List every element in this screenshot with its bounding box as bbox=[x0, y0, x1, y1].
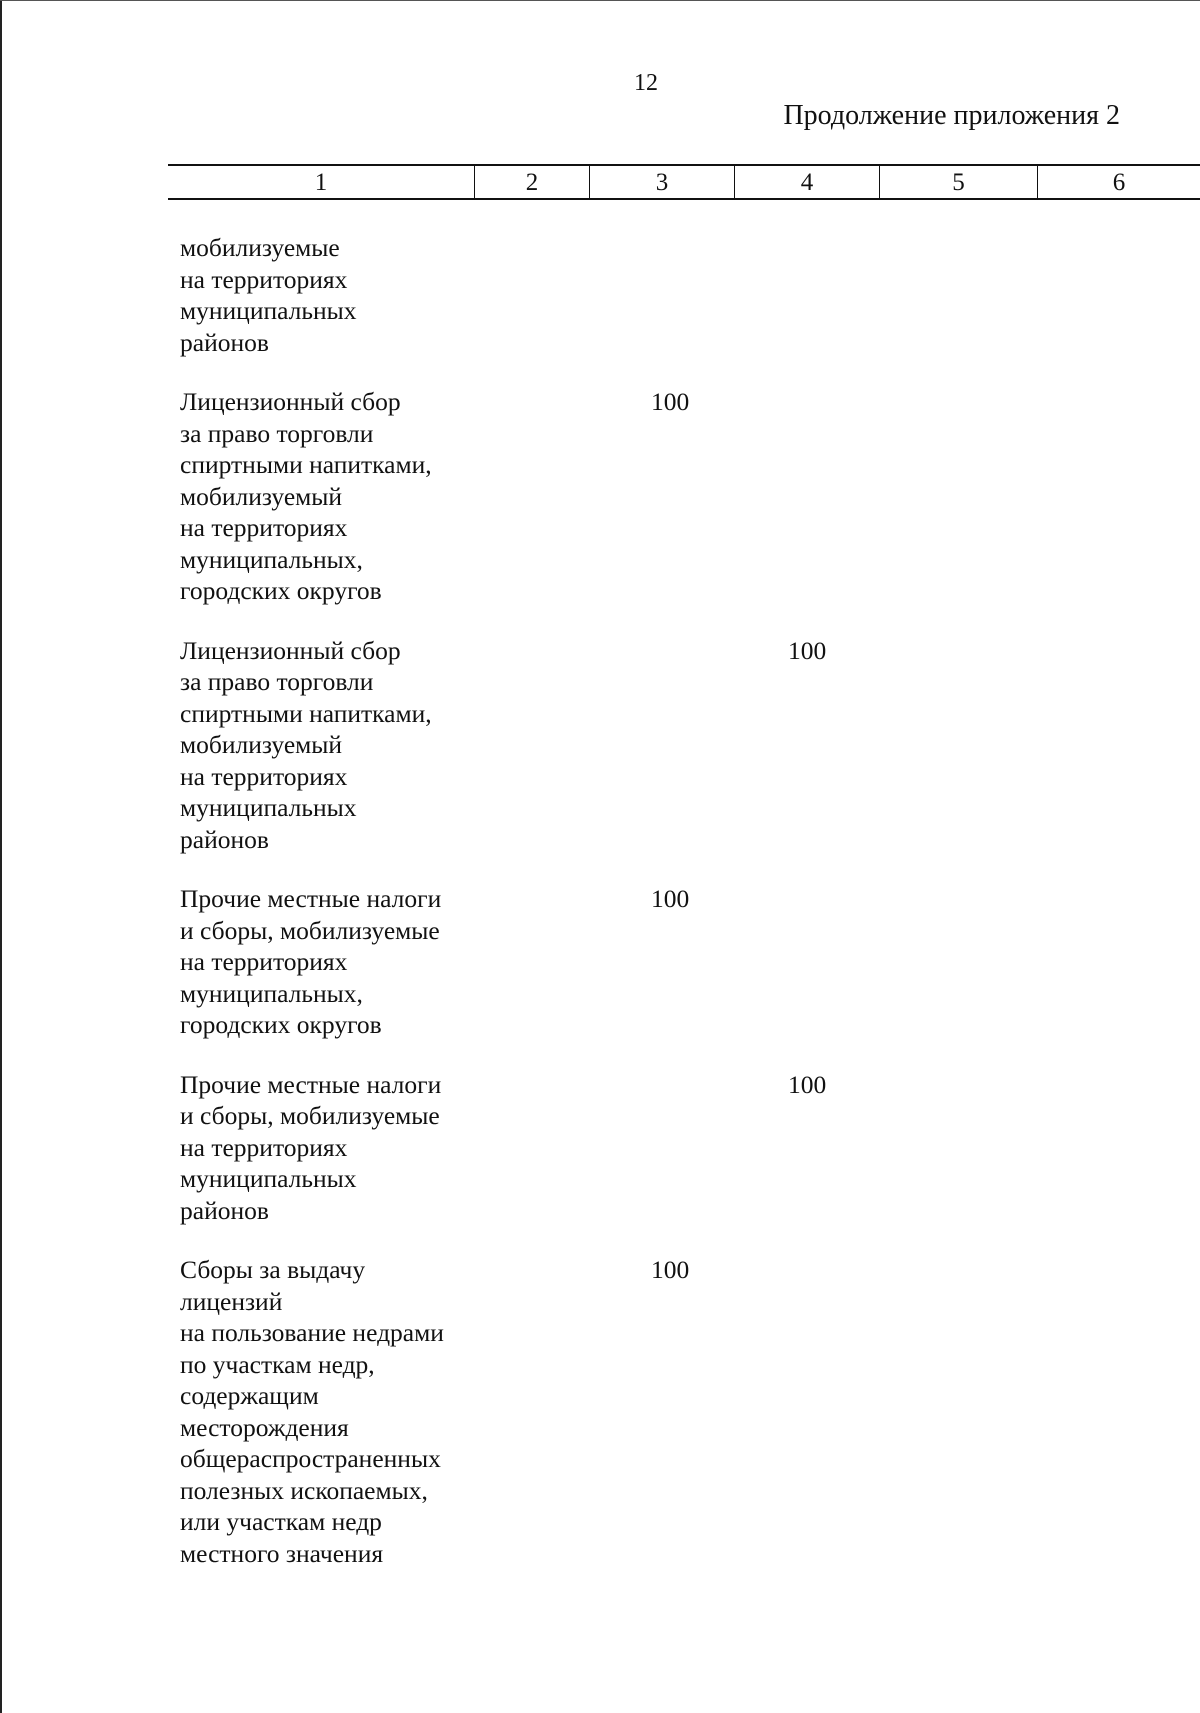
table-row bbox=[0, 1254, 1200, 1569]
appendix-heading: Продолжение приложения 2 bbox=[783, 100, 1120, 131]
table-row bbox=[0, 386, 1200, 607]
column-header-4: 4 bbox=[734, 166, 879, 198]
table-row bbox=[0, 232, 1200, 358]
row-name: Лицензионный сбор за право торговли спиртными напитками, мобилизуемый на территориях муниципальных, городских округов bbox=[180, 387, 432, 605]
page-number: 12 bbox=[634, 70, 658, 96]
row-name: Лицензионный сбор за право торговли спиртными напитками, мобилизуемый на территориях муниципальных районов bbox=[180, 635, 432, 854]
row-name: мобилизуемые на территориях муниципальных районов bbox=[180, 233, 357, 357]
row-value-col-3: 100 bbox=[651, 884, 690, 913]
column-header-6: 6 bbox=[1037, 166, 1200, 198]
row-value-col-4: 100 bbox=[788, 1069, 827, 1099]
column-header-2: 2 bbox=[474, 166, 589, 198]
scan-edge-top bbox=[0, 0, 1200, 1]
table-header-row bbox=[168, 164, 1200, 200]
row-name: Сборы за выдачу лицензий на пользование недрами по участкам недр, содержащим месторождения общераспространенных полезных ископаемых, или участкам недр местного значения bbox=[180, 1255, 444, 1568]
row-value-col-4: 100 bbox=[788, 635, 827, 665]
row-name: Прочие местные налоги и сборы, мобилизуемые на территориях муниципальных, городских округов bbox=[180, 884, 442, 1039]
table-row bbox=[0, 883, 1200, 1041]
row-name: Прочие местные налоги и сборы, мобилизуемые на территориях муниципальных районов bbox=[180, 1069, 442, 1225]
table-body bbox=[0, 232, 1200, 1597]
table-row bbox=[0, 1069, 1200, 1227]
column-header-3: 3 bbox=[589, 166, 734, 198]
table-row bbox=[0, 635, 1200, 856]
column-header-1: 1 bbox=[314, 168, 328, 196]
row-value-col-3: 100 bbox=[651, 1255, 690, 1284]
row-value-col-3: 100 bbox=[651, 387, 690, 416]
column-header-5: 5 bbox=[879, 166, 1037, 198]
